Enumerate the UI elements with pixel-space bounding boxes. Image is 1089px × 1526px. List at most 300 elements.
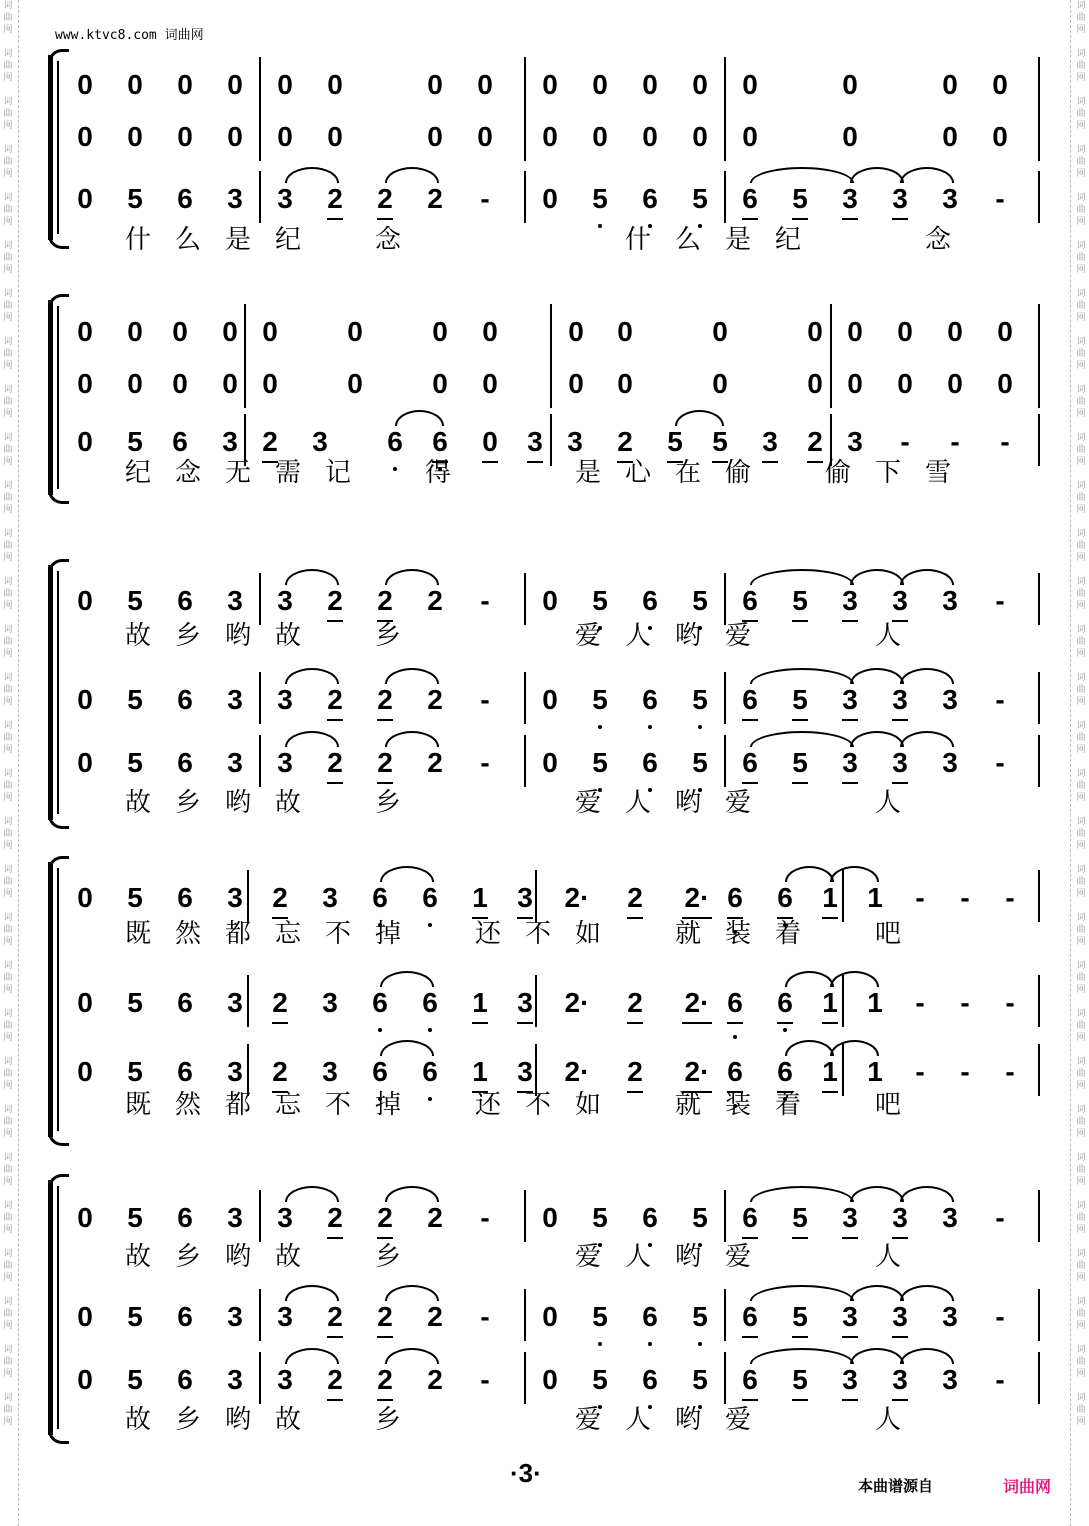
- lyric-char: 乡: [374, 1242, 401, 1272]
- lyric-char: 乡: [174, 788, 201, 818]
- lyric-char: 都: [224, 1090, 251, 1120]
- note: 6: [635, 1360, 665, 1400]
- note: -: [480, 747, 490, 778]
- note: 6: [365, 1052, 395, 1092]
- lyric-char: 乡: [374, 1405, 401, 1435]
- note: 3: [847, 426, 863, 457]
- slur: [850, 1285, 904, 1301]
- left-watermark: 词 曲 网 词 曲 网 词 曲 网 词 曲 网 词 曲 网 词 曲 网 词 曲 网 词 曲 网 词 曲 网 词 曲 网 词 曲 网 词 曲 网 词 曲 网 词 曲 网 词 曲 网 词 曲 网 词 曲 网 词 曲 网 词 曲 网 词 曲 网 词 曲 网 词 曲 网 词 曲 网 词 曲 网 词 曲 网 词 曲 网 词 曲 网 词 曲 网 词 曲 网 词 曲 网: [3, 1, 13, 1427]
- note: 3: [942, 1364, 958, 1395]
- note: 3: [510, 1052, 540, 1092]
- lyric-char: 人: [874, 788, 901, 818]
- note: 1: [815, 878, 845, 918]
- note: 5: [785, 1198, 815, 1238]
- lyric-char: 忘: [274, 1090, 301, 1120]
- note: 6: [177, 183, 193, 214]
- note: 0: [177, 69, 193, 100]
- lyric-char: 忘: [274, 919, 301, 949]
- slur: [385, 1186, 439, 1202]
- note: 2: [370, 680, 400, 720]
- lyric-char: 既: [124, 1090, 151, 1120]
- note: 6: [770, 878, 800, 918]
- note: 0: [172, 316, 188, 347]
- lyric-char: 故: [124, 788, 151, 818]
- note: 2: [265, 1052, 295, 1092]
- note: 0: [617, 316, 633, 347]
- bar-line: [1038, 414, 1040, 466]
- note: 0: [992, 121, 1008, 152]
- bar-line: [1038, 356, 1040, 408]
- bar-line: [259, 672, 261, 724]
- notation-row: [48, 1297, 1048, 1337]
- note: -: [480, 1364, 490, 1395]
- bar-line: [524, 573, 526, 625]
- slur: [395, 410, 444, 426]
- lyric-char: 爱: [724, 621, 751, 651]
- lyric-char: 纪: [774, 225, 801, 255]
- bar-line: [830, 304, 832, 356]
- lyric-char: 哟: [224, 788, 251, 818]
- bracket-curl: [48, 1174, 69, 1191]
- note: 6: [177, 1301, 193, 1332]
- note: 0: [807, 368, 823, 399]
- score-system: [48, 565, 1048, 820]
- lyric-char: 什: [624, 225, 651, 255]
- site-name: 词曲网: [164, 28, 204, 43]
- note: 0: [847, 368, 863, 399]
- note: 2: [427, 1364, 443, 1395]
- note: 3: [885, 743, 915, 783]
- note: 1: [867, 1056, 883, 1087]
- note: 5: [660, 422, 690, 462]
- note: 2: [255, 422, 285, 462]
- note: 2: [370, 179, 400, 219]
- notation-row: [48, 179, 1048, 219]
- lyric-char: 哟: [674, 1405, 701, 1435]
- note: 0: [262, 368, 278, 399]
- note: 0: [475, 422, 505, 462]
- note: 6: [415, 1052, 445, 1092]
- bar-line: [259, 573, 261, 625]
- note: 2: [620, 1052, 650, 1092]
- lyric-char: 如: [574, 1090, 601, 1120]
- slur: [750, 569, 854, 585]
- lyric-char: 爱: [724, 1405, 751, 1435]
- bar-line: [259, 109, 261, 161]
- bracket-curl: [48, 1427, 69, 1444]
- note: 6: [415, 983, 445, 1023]
- note: 6: [720, 1052, 750, 1092]
- note: 6: [735, 1360, 765, 1400]
- notation-row: [48, 743, 1048, 783]
- note: -: [915, 1056, 925, 1087]
- notation-row: [48, 983, 1048, 1023]
- note: 0: [177, 121, 193, 152]
- note: 0: [542, 1301, 558, 1332]
- lyric-char: 人: [874, 1405, 901, 1435]
- note: 5: [585, 1198, 615, 1238]
- lyric-char: 偷: [824, 458, 851, 488]
- note: -: [900, 426, 910, 457]
- note: 5: [127, 747, 143, 778]
- note: 3: [942, 183, 958, 214]
- notation-row: [48, 581, 1048, 621]
- note: 0: [477, 69, 493, 100]
- note: 0: [642, 121, 658, 152]
- slur: [785, 971, 834, 987]
- lyric-char: 不: [524, 919, 551, 949]
- note: 0: [992, 69, 1008, 100]
- bar-line: [1038, 57, 1040, 109]
- lyric-char: 得: [424, 458, 451, 488]
- lyric-char: 就: [674, 1090, 701, 1120]
- lyric-char: 吧: [874, 919, 901, 949]
- bracket-curl: [48, 49, 69, 66]
- bar-line: [1038, 109, 1040, 161]
- lyric-char: 人: [874, 621, 901, 651]
- lyric-char: 哟: [224, 1405, 251, 1435]
- note: 6: [380, 422, 410, 462]
- note: 0: [77, 684, 93, 715]
- notation-row: [48, 1360, 1048, 1400]
- lyric-char: 记: [324, 458, 351, 488]
- lyric-char: 不: [324, 919, 351, 949]
- bar-line: [1038, 1289, 1040, 1341]
- note: 0: [427, 69, 443, 100]
- note: 0: [842, 121, 858, 152]
- note: 6: [177, 1202, 193, 1233]
- bar-line: [535, 975, 537, 1027]
- note: 6: [177, 987, 193, 1018]
- note: 0: [542, 121, 558, 152]
- bracket-curl: [48, 1129, 69, 1146]
- note: 0: [592, 69, 608, 100]
- slur: [750, 1348, 854, 1364]
- note: 5: [127, 684, 143, 715]
- note: 6: [365, 983, 395, 1023]
- note: 0: [127, 316, 143, 347]
- note: 5: [705, 422, 735, 462]
- note: 0: [77, 426, 93, 457]
- lyric-char: 哟: [224, 621, 251, 651]
- lyric-char: 心: [624, 458, 651, 488]
- note: 3: [835, 1198, 865, 1238]
- note: 2: [320, 1297, 350, 1337]
- bar-line: [724, 109, 726, 161]
- note: -: [995, 1202, 1005, 1233]
- note: 6: [735, 179, 765, 219]
- note: 0: [227, 121, 243, 152]
- note: 3: [885, 1198, 915, 1238]
- lyric-char: 爱: [724, 1242, 751, 1272]
- bar-line: [724, 573, 726, 625]
- note: 0: [568, 368, 584, 399]
- bar-line: [1038, 1352, 1040, 1404]
- note: 5: [127, 183, 143, 214]
- note: 6: [177, 882, 193, 913]
- note: 5: [685, 1297, 715, 1337]
- note: 3: [277, 1364, 293, 1395]
- slur: [750, 167, 854, 183]
- note: 6: [770, 1052, 800, 1092]
- note: 6: [172, 426, 188, 457]
- notation-row: [48, 364, 1048, 404]
- lyric-char: 装: [724, 1090, 751, 1120]
- note: 5: [785, 581, 815, 621]
- slur: [385, 1285, 439, 1301]
- note: 3: [835, 581, 865, 621]
- bracket-curl: [48, 487, 69, 504]
- note: 3: [755, 422, 785, 462]
- lyric-char: 哟: [224, 1242, 251, 1272]
- note: 3: [885, 179, 915, 219]
- note: 3: [885, 1297, 915, 1337]
- note: 0: [347, 316, 363, 347]
- note: 3: [227, 882, 243, 913]
- bar-line: [247, 870, 249, 922]
- note: 3: [227, 747, 243, 778]
- lyric-char: 什: [124, 225, 151, 255]
- note: -: [480, 684, 490, 715]
- note: 2: [427, 183, 443, 214]
- note: 3: [510, 878, 540, 918]
- bar-line: [724, 1190, 726, 1242]
- lyric-char: 爱: [574, 1405, 601, 1435]
- note: 5: [585, 743, 615, 783]
- note: 3: [520, 422, 550, 462]
- note: 1: [815, 1052, 845, 1092]
- slur: [285, 167, 339, 183]
- bar-line: [259, 1289, 261, 1341]
- score-system: [48, 1180, 1048, 1435]
- note: 5: [685, 680, 715, 720]
- lyric-char: 不: [324, 1090, 351, 1120]
- note: 0: [77, 1202, 93, 1233]
- note: -: [480, 183, 490, 214]
- note: 0: [477, 121, 493, 152]
- note: 0: [542, 183, 558, 214]
- lyric-char: 乡: [174, 1242, 201, 1272]
- bar-line: [524, 57, 526, 109]
- bar-line: [550, 304, 552, 356]
- note: 0: [712, 316, 728, 347]
- note: 0: [77, 987, 93, 1018]
- note: 1: [465, 983, 495, 1023]
- note: 6: [720, 983, 750, 1023]
- lyric-char: 爱: [574, 621, 601, 651]
- lyric-char: 是: [574, 458, 601, 488]
- lyric-char: 纪: [124, 458, 151, 488]
- note: 0: [542, 1202, 558, 1233]
- lyric-char: 念: [374, 225, 401, 255]
- note: 2: [370, 743, 400, 783]
- note: 2·: [675, 983, 719, 1023]
- bar-line: [247, 975, 249, 1027]
- note: 3: [942, 747, 958, 778]
- note: 0: [77, 1301, 93, 1332]
- note: 6: [177, 747, 193, 778]
- note: 0: [77, 121, 93, 152]
- note: 6: [635, 1297, 665, 1337]
- note: 6: [635, 1198, 665, 1238]
- note: 6: [770, 983, 800, 1023]
- note: 3: [227, 1056, 243, 1087]
- note: 0: [172, 368, 188, 399]
- slur: [900, 569, 954, 585]
- slur: [380, 1040, 434, 1056]
- note: 2: [370, 1360, 400, 1400]
- slur: [900, 167, 954, 183]
- note: 5: [785, 179, 815, 219]
- note: 5: [685, 1198, 715, 1238]
- slur: [785, 866, 834, 882]
- note: 0: [222, 368, 238, 399]
- note: 0: [897, 316, 913, 347]
- slur: [385, 731, 439, 747]
- notation-row: [48, 1198, 1048, 1238]
- note: 5: [127, 1202, 143, 1233]
- notation-row: [48, 117, 1048, 157]
- slur: [750, 668, 854, 684]
- lyric-char: 乡: [174, 621, 201, 651]
- note: -: [995, 684, 1005, 715]
- slur: [285, 1348, 339, 1364]
- bar-line: [524, 1352, 526, 1404]
- right-watermark: 词 曲 网 词 曲 网 词 曲 网 词 曲 网 词 曲 网 词 曲 网 词 曲 网 词 曲 网 词 曲 网 词 曲 网 词 曲 网 词 曲 网 词 曲 网 词 曲 网 词 曲 网 词 曲 网 词 曲 网 词 曲 网 词 曲 网 词 曲 网 词 曲 网 词 曲 网 词 曲 网 词 曲 网 词 曲 网 词 曲 网 词 曲 网 词 曲 网 词 曲 网 词 曲 网: [1076, 1, 1086, 1427]
- note: 6: [365, 878, 395, 918]
- lyric-char: 吧: [874, 1090, 901, 1120]
- note: 0: [222, 316, 238, 347]
- note: 0: [347, 368, 363, 399]
- lyric-char: 人: [624, 788, 651, 818]
- note: 2: [370, 1297, 400, 1337]
- lyric-char: 着: [774, 1090, 801, 1120]
- note: 3: [942, 1301, 958, 1332]
- lyric-char: 人: [624, 1242, 651, 1272]
- lyric-char: 偷: [724, 458, 751, 488]
- note: -: [995, 1364, 1005, 1395]
- note: 0: [742, 121, 758, 152]
- note: 2: [265, 983, 295, 1023]
- lyric-char: 乡: [374, 788, 401, 818]
- note: 0: [642, 69, 658, 100]
- bar-line: [724, 57, 726, 109]
- note: -: [960, 882, 970, 913]
- note: 2: [610, 422, 640, 462]
- lyric-char: 故: [124, 1242, 151, 1272]
- lyric-char: 纪: [274, 225, 301, 255]
- bar-line: [259, 171, 261, 223]
- bar-line: [259, 1352, 261, 1404]
- note: -: [995, 585, 1005, 616]
- note: 0: [997, 368, 1013, 399]
- note: 0: [127, 121, 143, 152]
- lyric-char: 都: [224, 919, 251, 949]
- bar-line: [524, 1289, 526, 1341]
- note: 0: [432, 316, 448, 347]
- lyric-char: 装: [724, 919, 751, 949]
- lyric-char: 掉: [374, 1090, 401, 1120]
- bar-line: [259, 57, 261, 109]
- slur: [850, 668, 904, 684]
- note: 5: [127, 1301, 143, 1332]
- note: 5: [785, 680, 815, 720]
- note: 5: [785, 743, 815, 783]
- footer-brand[interactable]: 词曲网: [1003, 1477, 1052, 1496]
- note: 1: [867, 882, 883, 913]
- note: -: [1005, 987, 1015, 1018]
- note: 2: [620, 878, 650, 918]
- note: 3: [835, 680, 865, 720]
- bracket-curl: [48, 856, 69, 873]
- lyric-char: 乡: [174, 1405, 201, 1435]
- note: 2: [320, 179, 350, 219]
- note: 0: [482, 368, 498, 399]
- score-system: [48, 300, 1048, 495]
- lyric-char: 如: [574, 919, 601, 949]
- lyric-char: 故: [124, 1405, 151, 1435]
- note: 5: [785, 1297, 815, 1337]
- note: 3: [567, 426, 583, 457]
- note: -: [915, 882, 925, 913]
- note: 0: [997, 316, 1013, 347]
- slur: [750, 731, 854, 747]
- note: 0: [77, 585, 93, 616]
- note: 3: [227, 684, 243, 715]
- note: -: [960, 1056, 970, 1087]
- note: 0: [712, 368, 728, 399]
- lyric-char: 念: [924, 225, 951, 255]
- note: 0: [77, 368, 93, 399]
- note: 6: [177, 684, 193, 715]
- note: 3: [312, 426, 328, 457]
- notation-row: [48, 65, 1048, 105]
- bar-line: [244, 304, 246, 356]
- slur: [380, 866, 434, 882]
- note: 6: [720, 878, 750, 918]
- notation-row: [48, 878, 1048, 918]
- site-url[interactable]: www.ktvc8.com: [55, 28, 157, 43]
- note: 3: [942, 684, 958, 715]
- note: 2: [427, 747, 443, 778]
- bar-line: [1038, 1044, 1040, 1096]
- note: 0: [77, 1364, 93, 1395]
- note: 3: [277, 1202, 293, 1233]
- slur: [285, 731, 339, 747]
- slur: [385, 1348, 439, 1364]
- note: -: [995, 1301, 1005, 1332]
- note: 6: [177, 585, 193, 616]
- lyric-char: 爱: [724, 788, 751, 818]
- note: -: [995, 747, 1005, 778]
- note: -: [480, 1202, 490, 1233]
- note: 1: [465, 878, 495, 918]
- note: 5: [585, 581, 615, 621]
- bar-line: [1038, 304, 1040, 356]
- note: 3: [277, 747, 293, 778]
- note: 5: [785, 1360, 815, 1400]
- note: 6: [735, 1198, 765, 1238]
- bracket-curl: [48, 232, 69, 249]
- note: 2: [370, 1198, 400, 1238]
- note: 0: [127, 69, 143, 100]
- note: 6: [415, 878, 445, 918]
- bracket-curl: [48, 559, 69, 576]
- note: 2: [320, 581, 350, 621]
- note: 0: [742, 69, 758, 100]
- lyric-char: 需: [274, 458, 301, 488]
- note: 6: [735, 1297, 765, 1337]
